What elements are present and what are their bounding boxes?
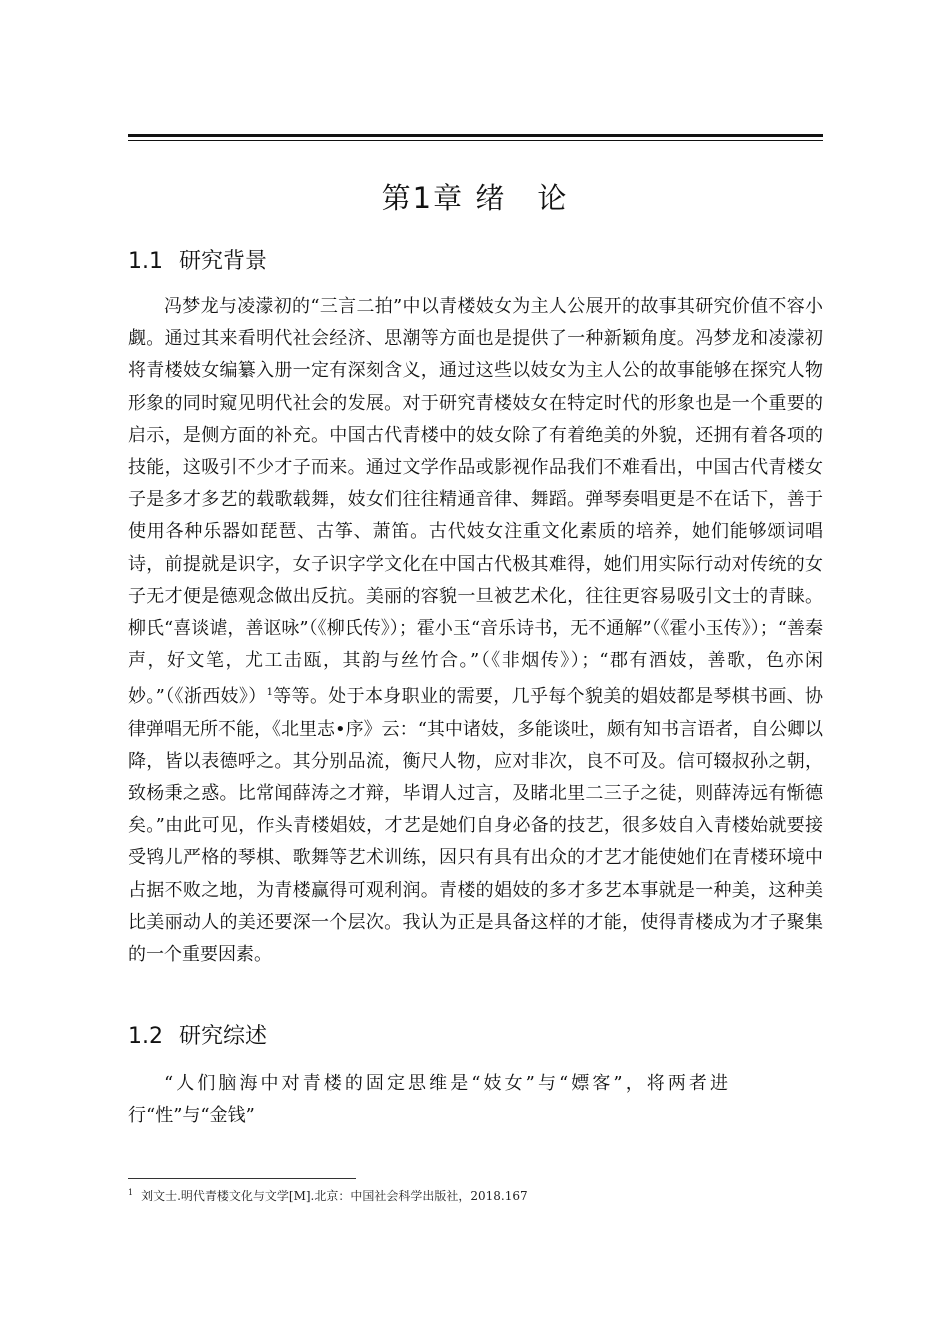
paragraph-text-continued: 等等。处于本身职业的需要，几乎每个貌美的娼妓都是琴棋书画、协律弹唱无所不能，《北里志•序》云：“其中诸妓，多能谈吐，颇有知书言语者，自公卿以降，皆以表德呼之。其分别品流，衡尺人物，应对非次，良不可及。信可辍叔孙之朝，致杨秉之惑。比常闻薛涛之才辩，毕谓人过言，及睹北里二三子之徒，则薛涛远有惭德矣。”由此可见，作头青楼娼妓，才艺是她们自身必备的技艺，很多妓自入青楼始就要接受鸨儿严格的琴棋、歌舞等艺术训练，因只有具有出众的才艺才能使她们在青楼环境中占据不败之地，为青楼赢得可观利润。青楼的娼妓的多才多艺本事就是一种美，这种美比美丽动人的美还要深一个层次。我认为正是具备这样的才能，使得青楼成为才子聚集的一个重要因素。 bbox=[128, 686, 824, 966]
footnote-reference: 1 bbox=[266, 687, 273, 699]
paragraph-text: 冯梦龙与凌濛初的“三言二拍”中以青楼妓女为主人公展开的故事其研究价值不容小觑。通过其来看明代社会经济、思潮等方面也是提供了一种新颖角度。冯梦龙和凌濛初将青楼妓女编纂入册一定有深刻含义，通过这些以妓女为主人公的故事能够在探究人物形象的同时窥见明代社会的发展。对于研究青楼妓女在特定时代的形象也是一个重要的启示，是侧方面的补充。中国古代青楼中的妓女除了有着绝美的外貌，还拥有着各项的技能，这吸引不少才子而来。通过文学作品或影视作品我们不难看出，中国古代青楼女子是多才多艺的载歌载舞，妓女们往往精通音律、舞蹈。弹琴奏唱更是不在话下，善于使用各种乐器如琵琶、古筝、萧笛。古代妓女注重文化素质的培养，她们能够颂词唱诗，前提就是识字，女子识字学文化在中国古代极其难得，她们用实际行动对传统的女子无才便是德观念做出反抗。美丽的容貌一旦被艺术化，往往更容易吸引文士的青睐。柳氏“喜谈谑，善讴咏”（《柳氏传》）；霍小玉“音乐诗书，无不通解”（《霍小玉传》）；“善秦声，好文笔，尤工击瓯，其韵与丝竹合。”（《非烟传》）；“郡有酒妓，善歌，色亦闲妙。”（《浙西妓》） bbox=[128, 296, 823, 708]
section-number: 1.1 bbox=[128, 249, 163, 274]
header-rule-thin bbox=[128, 140, 823, 141]
footnote-text: 刘文士.明代青楼文化与文学[M].北京：中国社会科学出版社，2018.167 bbox=[141, 1189, 528, 1203]
footnote-separator bbox=[128, 1178, 356, 1179]
section-1-paragraph bbox=[128, 291, 823, 971]
header-rule-thick bbox=[128, 134, 823, 137]
footnote-number: 1 bbox=[128, 1188, 134, 1197]
section-heading-2 bbox=[128, 1019, 267, 1050]
section-heading-1 bbox=[128, 244, 267, 275]
section-2-paragraph: “人们脑海中对青楼的固定思维是“妓女”与“嫖客”，将两者进行“性”与“金钱” bbox=[128, 1073, 728, 1127]
section-title: 研究综述 bbox=[179, 1024, 268, 1049]
section-number: 1.2 bbox=[128, 1024, 163, 1049]
chapter-title: 第1章 绪 论 bbox=[381, 181, 569, 215]
footnote bbox=[128, 1187, 528, 1204]
section-title: 研究背景 bbox=[179, 249, 268, 274]
